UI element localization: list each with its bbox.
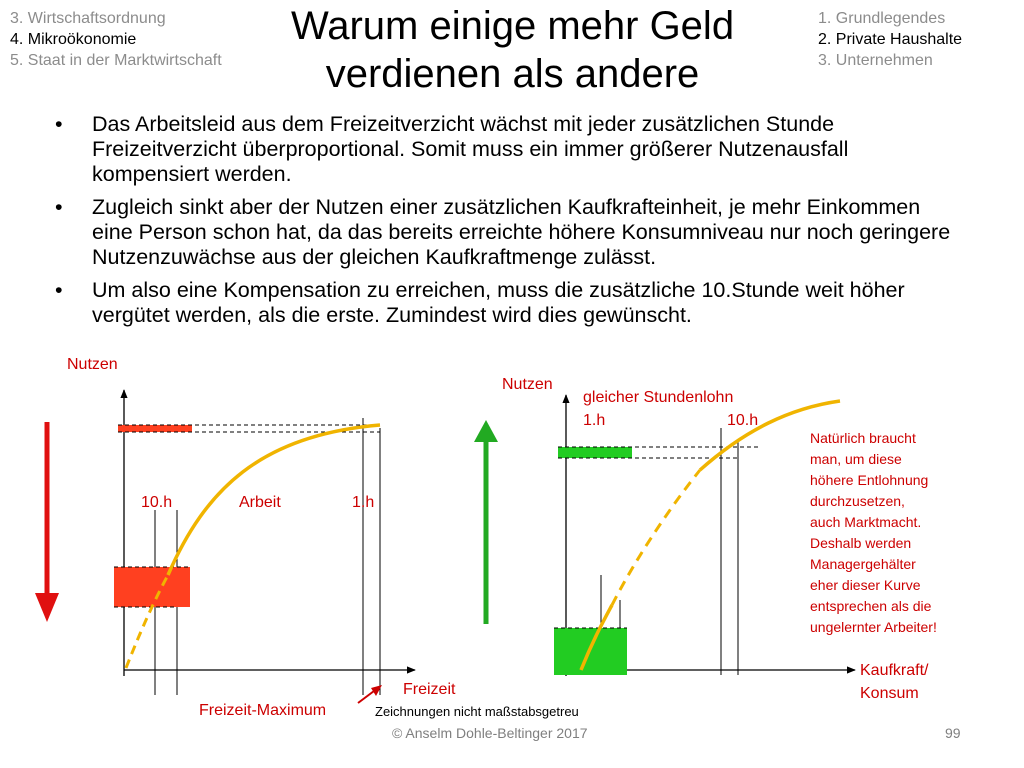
note-line: auch Marktmacht. [810, 514, 922, 530]
bullet-marker: • [55, 112, 63, 136]
note-line: Natürlich braucht [810, 430, 916, 446]
utility-curve-dashed [612, 470, 700, 605]
curve-label: Arbeit [239, 494, 281, 511]
page-number: 99 [945, 725, 961, 741]
hour-10-label: 10.h [727, 412, 759, 429]
market-power-note [810, 430, 937, 635]
y-axis-label: Nutzen [67, 356, 118, 373]
bullet-marker: • [55, 278, 63, 302]
note-line: ungelernter Arbeiter! [810, 619, 937, 635]
scale-note: Zeichnungen nicht maßstabsgetreu [375, 704, 579, 719]
chapter-nav-item[interactable]: 5. Staat in der Marktwirtschaft [10, 52, 222, 69]
bullet-marker: • [55, 195, 63, 219]
hour-1-label: 1.h [583, 412, 606, 429]
note-line: entsprechen als die [810, 598, 932, 614]
right-diagram [474, 376, 937, 702]
chapter-nav-item[interactable]: 3. Wirtschaftsordnung [10, 10, 166, 27]
note-line: Deshalb werden [810, 535, 912, 551]
slide-title: Warum einige mehr Geld verdienen als andere [290, 4, 735, 96]
small-gain-box [558, 447, 632, 458]
section-nav-item[interactable]: 1. Grundlegendes [818, 10, 946, 27]
note-line: durchzusetzen, [810, 493, 905, 509]
note-line: eher dieser Kurve [810, 577, 921, 593]
max-label: Freizeit-Maximum [199, 702, 327, 719]
small-loss-box [118, 425, 192, 432]
section-nav-item[interactable]: 2. Private Haushalte [818, 31, 963, 48]
chapter-nav-item[interactable]: 4. Mikroökonomie [10, 31, 137, 48]
left-diagram [35, 356, 456, 719]
note-line: Managergehälter [810, 556, 916, 572]
large-loss-box [114, 567, 190, 607]
bullet-text: Zugleich sinkt aber der Nutzen einer zusätzlichen Kaufkrafteinheit, je mehr Einkommen eine Person schon hat, da das bereits erreichte höhere Konsumniveau nur noch geringere Nutzenzuwächse aus der gleichen Kaufkraftmenge zulässt. [92, 195, 951, 269]
footer-copyright: © Anselm Dohle-Beltinger 2017 [392, 725, 588, 741]
section-nav-item[interactable]: 3. Unternehmen [818, 52, 933, 69]
x-axis-label-line1: Kaufkraft/ [860, 662, 929, 679]
bullet-text: Das Arbeitsleid aus dem Freizeitverzicht wächst mit jeder zusätzlichen Stunde Freizeitverzicht überproportional. Somit muss ein immer größerer Nutzenausfall kompensiert werden. [92, 112, 849, 186]
down-arrow-icon [35, 593, 59, 622]
note-line: man, um diese [810, 451, 902, 467]
x-axis-label-line2: Konsum [860, 685, 919, 702]
hour-10-label: 10.h [141, 494, 173, 511]
wage-label: gleicher Stundenlohn [583, 389, 734, 406]
x-axis-label: Freizeit [403, 681, 456, 698]
note-line: höhere Entlohnung [810, 472, 929, 488]
y-axis-label: Nutzen [502, 376, 553, 393]
hour-1-label: 1.h [352, 494, 375, 511]
bullet-text: Um also eine Kompensation zu erreichen, muss die zusätzliche 10.Stunde weit höher vergütet werden, als die erste. Zumindest wird dies gewünscht. [92, 278, 905, 327]
up-arrow-icon [474, 420, 498, 442]
